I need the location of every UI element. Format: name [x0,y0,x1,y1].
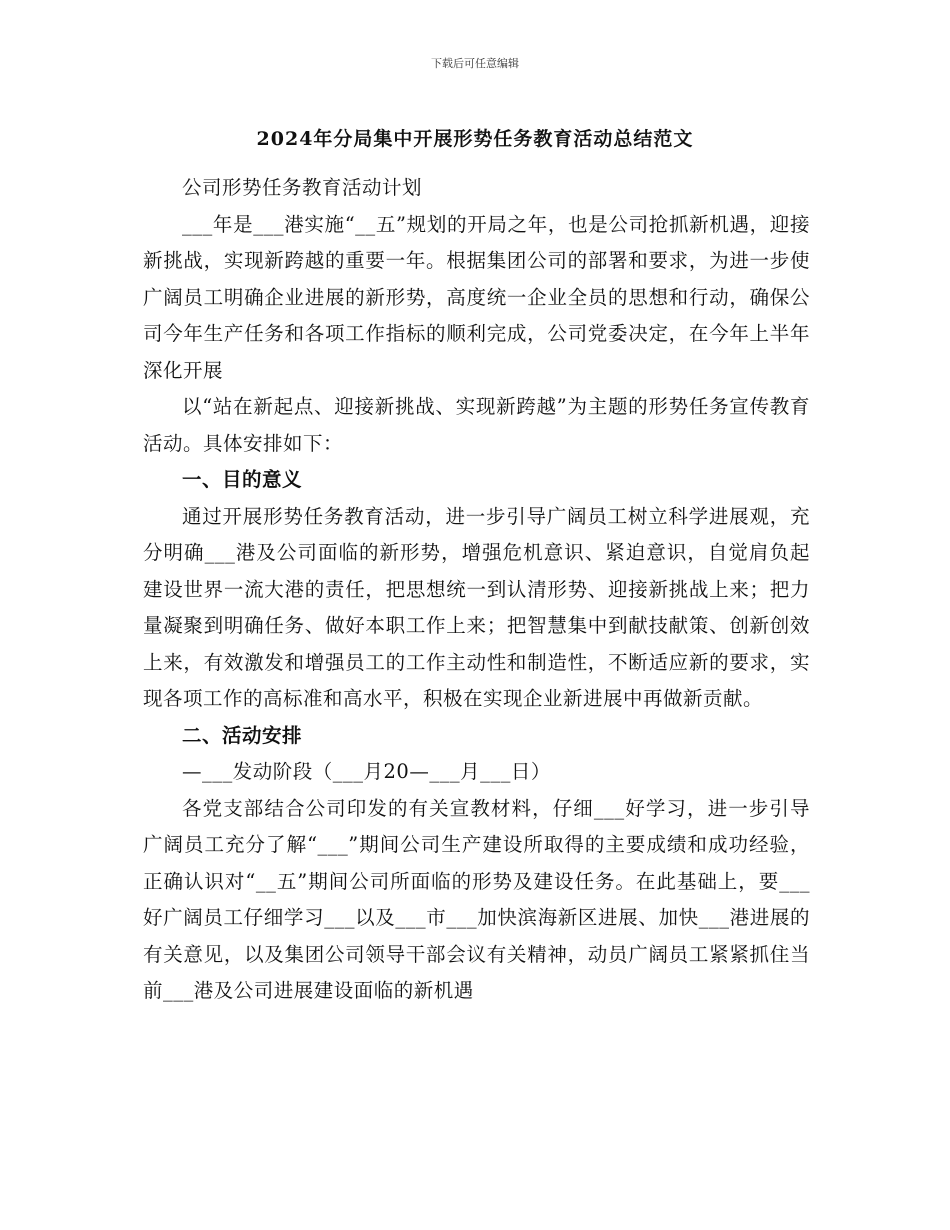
document-body [143,170,810,1010]
section-heading-arrangement: 二、活动安排 [182,723,303,747]
paragraph-plan-title: 公司形势任务教育活动计划 [182,176,423,199]
document-title: 2024年分局集中开展形势任务教育活动总结范文 [256,128,694,150]
page-header-note: 下载后可任意编辑 [431,57,519,70]
paragraph-purpose: 通过开展形势任务教育活动，进一步引导广阔员工树立科学进展观，充分明确___港及公司面临的新形势，增强危机意识、紧迫意识，自觉肩负起建设世界一流大港的责任，把思想统一到认清形势、迎接新挑战上来；把力量凝聚到明确任务、做好本职工作上来；把智慧集中到献技献策、创新创效上来，有效激发和增强员工的工作主动性和制造性，不断适应新的要求，实现各项工作的高标准和高水平，积极在实现企业新进展中再做新贡献。 [143,504,810,710]
paragraph-stage-one: —___发动阶段（___月20—___月___日） [182,760,551,783]
section-heading-purpose: 一、目的意义 [182,468,303,491]
paragraph-intro: ___年是___港实施“__五”规划的开局之年，也是公司抢抓新机遇，迎接新挑战，实现新跨越的重要一年。根据集团公司的部署和要求，为进一步使广阔员工明确企业进展的新形势，高度统一企业全员的思想和行动，确保公司今年生产任务和各项工作指标的顺利完成，公司党委决定，在今年上半年深化开展 [143,212,810,382]
paragraph-theme: 以“站在新起点、迎接新挑战、实现新跨越”为主题的形势任务宣传教育活动。具体安排如下： [143,395,810,455]
paragraph-stage-one-detail: 各党支部结合公司印发的有关宣教材料，仔细___好学习，进一步引导广阔员工充分了解“___”期间公司生产建设所取得的主要成绩和成功经验，正确认识对“__五”期间公司所面临的形势及建设任务。在此基础上，要___好广阔员工仔细学习___以及___市___加快滨海新区进展、加快___港进展的有关意见，以及集团公司领导干部会议有关精神，动员广阔员工紧紧抓住当前___港及公司进展建设面临的新机遇 [143,796,810,1002]
